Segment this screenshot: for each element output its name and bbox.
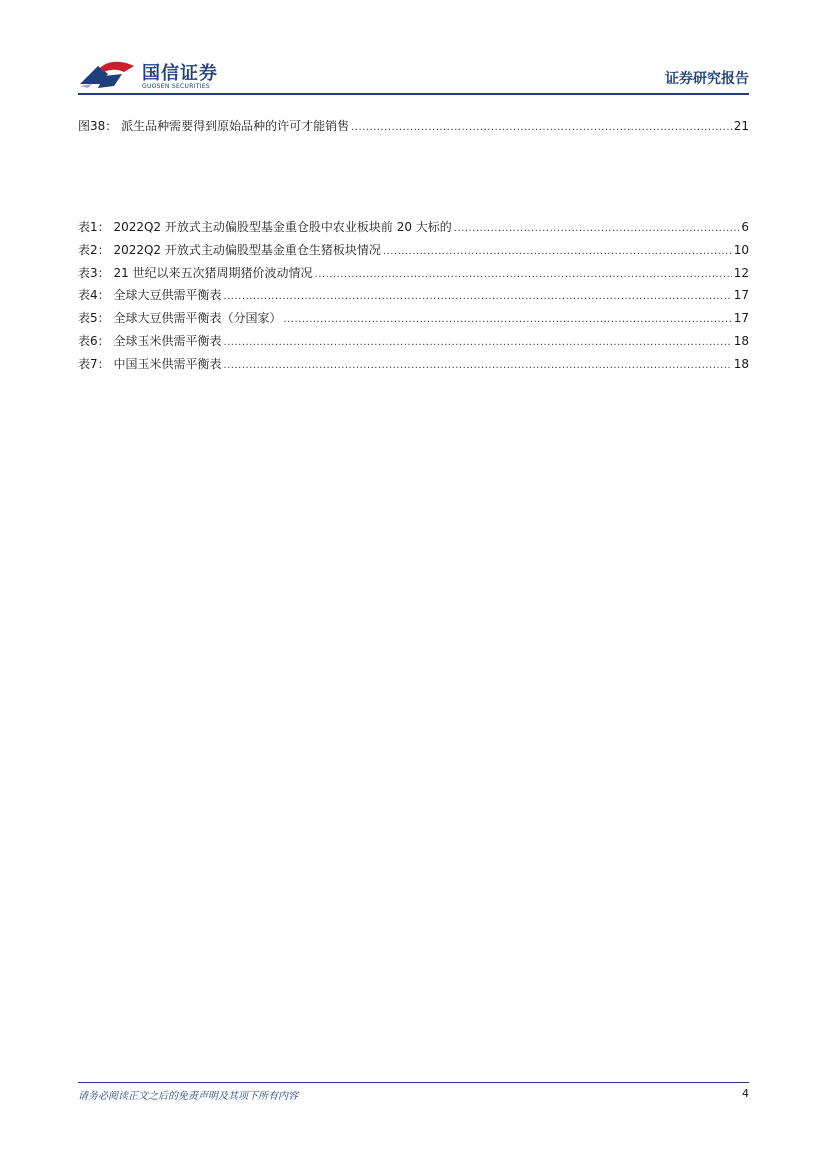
header-divider xyxy=(78,93,749,95)
guosen-logo xyxy=(78,56,238,94)
toc-entry-page: 17 xyxy=(733,288,749,303)
toc-entry-table-7[interactable] xyxy=(78,355,749,378)
toc-entry-table-1[interactable] xyxy=(78,218,749,241)
toc-entry-label: 表5： 全球大豆供需平衡表（分国家） xyxy=(78,311,282,326)
toc-entry-figure-38[interactable] xyxy=(78,117,749,140)
table-index xyxy=(78,218,749,378)
toc-leader-dots xyxy=(223,337,731,348)
toc-entry-label: 表1： 2022Q2 开放式主动偏股型基金重仓股中农业板块前 20 大标的 xyxy=(78,220,452,234)
toc-entry-table-6[interactable] xyxy=(78,332,749,355)
page-header xyxy=(78,56,749,94)
toc-entry-page: 18 xyxy=(733,333,749,348)
toc-entry-page: 21 xyxy=(733,119,749,133)
toc-entry-label: 表4： 全球大豆供需平衡表 xyxy=(78,288,222,303)
toc-leader-dots xyxy=(315,269,732,280)
toc-entry-page: 12 xyxy=(733,265,749,280)
toc-entry-page: 10 xyxy=(733,242,749,257)
toc-entry-label: 图38： 派生品种需要得到原始品种的许可才能销售 xyxy=(78,119,350,133)
toc-entry-page: 17 xyxy=(733,311,749,326)
toc-entry-table-2[interactable] xyxy=(78,241,749,264)
toc-entry-label: 表3： 21 世纪以来五次猪周期猪价波动情况 xyxy=(78,265,313,280)
toc-leader-dots xyxy=(383,246,732,257)
toc-entry-table-4[interactable] xyxy=(78,286,749,309)
toc-leader-dots xyxy=(223,360,731,371)
logo-english-name: GUOSEN SECURITIES xyxy=(142,83,211,90)
toc-leader-dots xyxy=(351,122,732,133)
toc-entry-label: 表2： 2022Q2 开放式主动偏股型基金重仓生猪板块情况 xyxy=(78,242,381,257)
toc-entry-label: 表7： 中国玉米供需平衡表 xyxy=(78,356,222,371)
toc-entry-table-3[interactable] xyxy=(78,264,749,287)
toc-entry-page: 6 xyxy=(741,220,749,234)
page-number: 4 xyxy=(742,1087,749,1100)
toc-entry-page: 18 xyxy=(733,356,749,371)
toc-leader-dots xyxy=(223,291,731,302)
toc-leader-dots xyxy=(283,314,731,325)
toc-entry-table-5[interactable] xyxy=(78,309,749,332)
footer-divider xyxy=(78,1082,749,1083)
toc-entry-label: 表6： 全球玉米供需平衡表 xyxy=(78,333,222,348)
report-type-label: 证券研究报告 xyxy=(665,71,749,87)
logo-chinese-name: 国信证券 xyxy=(142,63,218,84)
figure-index xyxy=(78,117,749,140)
guosen-logo-icon xyxy=(78,58,136,92)
footer-disclaimer: 请务必阅读正文之后的免责声明及其项下所有内容 xyxy=(78,1091,298,1102)
toc-leader-dots xyxy=(454,223,740,234)
